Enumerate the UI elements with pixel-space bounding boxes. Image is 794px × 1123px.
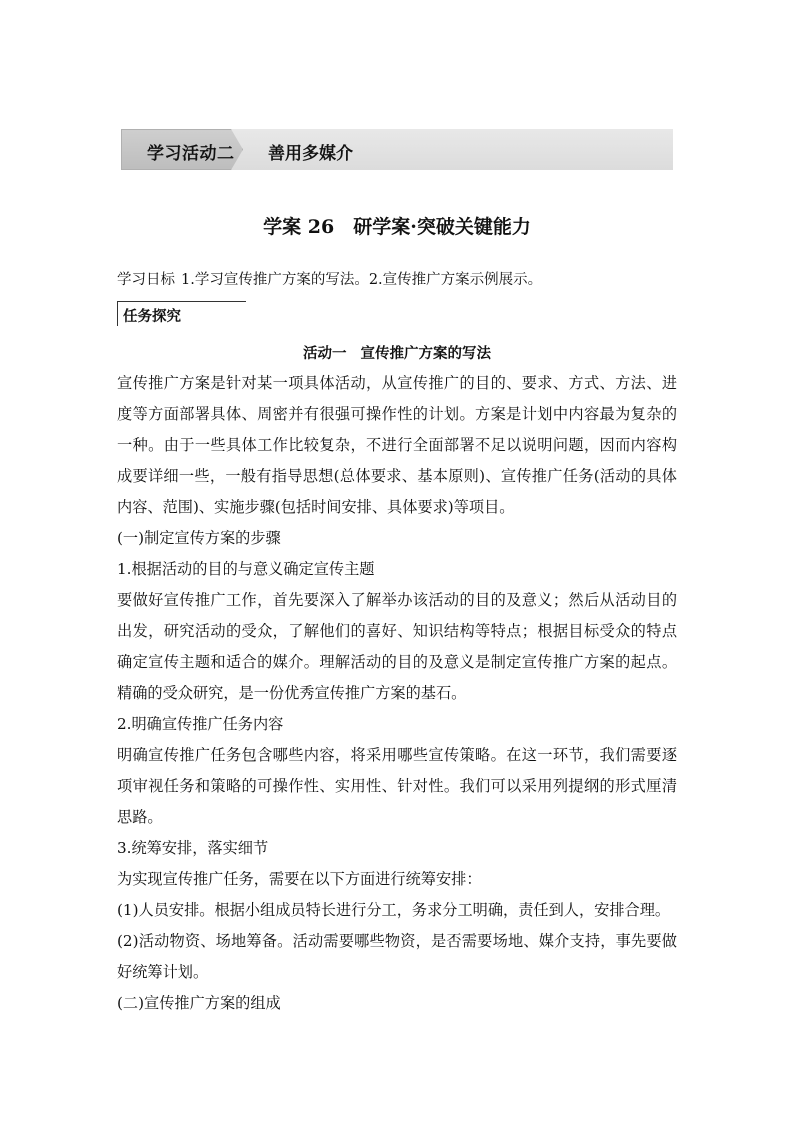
subheading-2: 2.明确宣传推广任务内容 bbox=[117, 715, 284, 733]
paragraph-intro: 宣传推广方案是针对某一项具体活动，从宣传推广的目的、要求、方式、方法、进度等方面部署具体、周密并有很强可操作性的计划。方案是计划中内容最为复杂的一种。由于一些具体工作比较复杂，不进行全面部署不足以说明问题，因而内容构成要详细一些，一般有指导思想(总体要求、基本原则)、宣传推广任务(活动的具体内容、范围)、实施步骤(包括时间安排、具体要求)等项目。 bbox=[117, 374, 677, 516]
banner-tag-label: 学习活动二 bbox=[147, 144, 235, 164]
activity-heading bbox=[0, 342, 794, 363]
section-banner bbox=[121, 129, 673, 170]
body-text bbox=[117, 368, 677, 1019]
activity-title: 宣传推广方案的写法 bbox=[360, 345, 491, 362]
heading-steps: (一)制定宣传方案的步骤 bbox=[117, 529, 281, 547]
banner-title: 善用多媒介 bbox=[268, 144, 353, 164]
task-box bbox=[117, 301, 246, 326]
paragraph-3: 为实现宣传推广任务，需要在以下方面进行统筹安排： bbox=[117, 870, 482, 888]
paragraph-1: 要做好宣传推广工作，首先要深入了解举办该活动的目的及意义；然后从活动目的出发，研究活动的受众，了解他们的喜好、知识结构等特点；根据目标受众的特点确定宣传主题和适合的媒介。理解活动的目的及意义是制定宣传推广方案的起点。精确的受众研究，是一份优秀宣传推广方案的基石。 bbox=[117, 591, 677, 702]
paragraph-2: 明确宣传推广任务包含哪些内容，将采用哪些宣传策略。在这一环节，我们需要逐项审视任务和策略的可操作性、实用性、针对性。我们可以采用列提纲的形式厘清思路。 bbox=[117, 746, 677, 826]
subheading-3: 3.统筹安排，落实细节 bbox=[117, 839, 269, 857]
activity-label: 活动一 bbox=[303, 345, 347, 362]
learning-goal-label: 学习日标 bbox=[117, 272, 175, 288]
learning-goal-text: 1.学习宣传推广方案的写法。2.宣传推广方案示例展示。 bbox=[181, 272, 543, 288]
heading-composition: (二)宣传推广方案的组成 bbox=[117, 994, 281, 1012]
list-item-2: (2)活动物资、场地筹备。活动需要哪些物资，是否需要场地、媒介支持，事先要做好统筹计划。 bbox=[117, 932, 677, 981]
list-item-1: (1)人员安排。根据小组成员特长进行分工，务求分工明确，责任到人，安排合理。 bbox=[117, 901, 671, 919]
document-title: 学案 26 研学案·突破关键能力 bbox=[263, 216, 531, 238]
learning-goal bbox=[117, 268, 542, 289]
subheading-1: 1.根据活动的目的与意义确定宣传主题 bbox=[117, 560, 375, 578]
task-label: 任务探究 bbox=[123, 308, 181, 325]
